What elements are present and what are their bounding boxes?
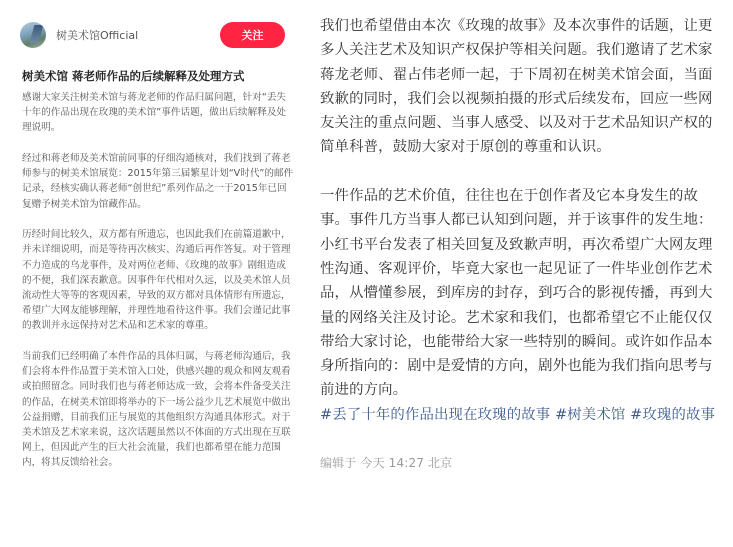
embedded-note-image[interactable] [0, 0, 302, 547]
edit-time: 今天 14:27 [360, 456, 425, 471]
edit-prefix: 编辑于 [320, 456, 357, 471]
hashtag-link[interactable]: #丢了十年的作品出现在玫瑰的故事 [320, 406, 551, 423]
hashtag-link[interactable]: #玫瑰的故事 [630, 406, 716, 423]
hashtag-link[interactable]: #树美术馆 [555, 406, 626, 423]
note-body [22, 90, 294, 486]
note-paragraph: 经过和蒋老师及美术馆前同事的仔细沟通核对，我们找到了蒋老师参与的树美术馆展览：2015年第三届繁星计划“V时代”的邮件记录，经核实确认蒋老师“创世纪”系列作品之一于2015年已回复赠予树美术馆为馆藏作品。 [22, 153, 294, 210]
post-article [320, 14, 725, 476]
note-author-header [20, 22, 292, 52]
note-title: 树美术馆 蒋老师作品的后续解释及处理方式 [22, 69, 245, 83]
edit-location: 北京 [428, 456, 453, 471]
note-paragraph: 当前我们已经明确了本件作品的具体归属，与蒋老师沟通后，我们会将本件作品置于美术馆入口处，供感兴趣的观众和网友观看或拍照留念。同时我们也与蒋老师达成一致，会将本件备受关注的作品，在树美术馆即将举办的下一场公益少儿艺术展览中做出公益捐赠，目前我们正与展览的其他组织方沟通具体形式。对于美术馆及艺术家来说，这次话题虽然以不体面的方式出现在互联网上，但因此产生的巨大社会流量，我们也都希望在能力范围内，将其反馈给社会。 [22, 351, 291, 469]
edit-meta [320, 451, 725, 475]
article-paragraph: 一件作品的艺术价值，往往也在于创作者及它本身发生的故事。事件几方当事人都已认知到问题，并于该事件的发生地：小红书平台发表了相关回复及致歉声明，再次希望广大网友理性沟通、客观评价，毕竟大家也一起见证了一件毕业创作艺术品，从懵懂参展，到库房的封存，到巧合的影视传播，再到大量的网络关注及讨论。艺术家和我们，也都希望它不止能仅仅带给大家讨论，也能带给大家一些特别的瞬间。或许如作品本身所指向的：剧中是爱情的方向，剧外也能为我们指向思考与前进的方向。 [320, 188, 713, 399]
author-name[interactable]: 树美术馆Official [56, 29, 139, 42]
article-paragraph: 我们也希望借由本次《玫瑰的故事》及本次事件的话题，让更多人关注艺术及知识产权保护等相关问题。我们邀请了艺术家蒋龙老师、翟占伟老师一起，于下周初在树美术馆会面，当面致歉的同时，我们会以视频拍摄的形式后续发布，回应一些网友关注的重点问题、当事人感受、以及对于艺术品知识产权的简单科普，鼓励大家对于原创的尊重和认识。 [320, 18, 713, 156]
hashtag-list [320, 403, 725, 427]
avatar-icon[interactable] [20, 22, 46, 48]
note-paragraph: 感谢大家关注树美术馆与蒋龙老师的作品归属问题，针对“丢失十年的作品出现在玫瑰的美术馆”事件话题，做出后续解释及处理说明。 [22, 92, 287, 134]
follow-button[interactable]: 关注 [220, 22, 285, 48]
note-paragraph: 历经时间比较久，双方都有所遗忘，也因此我们在前篇道歉中，并未详细说明，而是等待再次核实、沟通后再作答复。对于管理不力造成的乌龙事件，及对两位老师、《玫瑰的故事》剧组造成的不便，我们深表歉意。因事件年代相对久远，以及美术馆人员流动性大等等的客观因素，导致的双方都对具体情形有所遗忘，希望广大网友能够理解，并理性地看待这件事。我们会谨记此事的教训并永远保持对艺术品和艺术家的尊重。 [22, 229, 291, 332]
